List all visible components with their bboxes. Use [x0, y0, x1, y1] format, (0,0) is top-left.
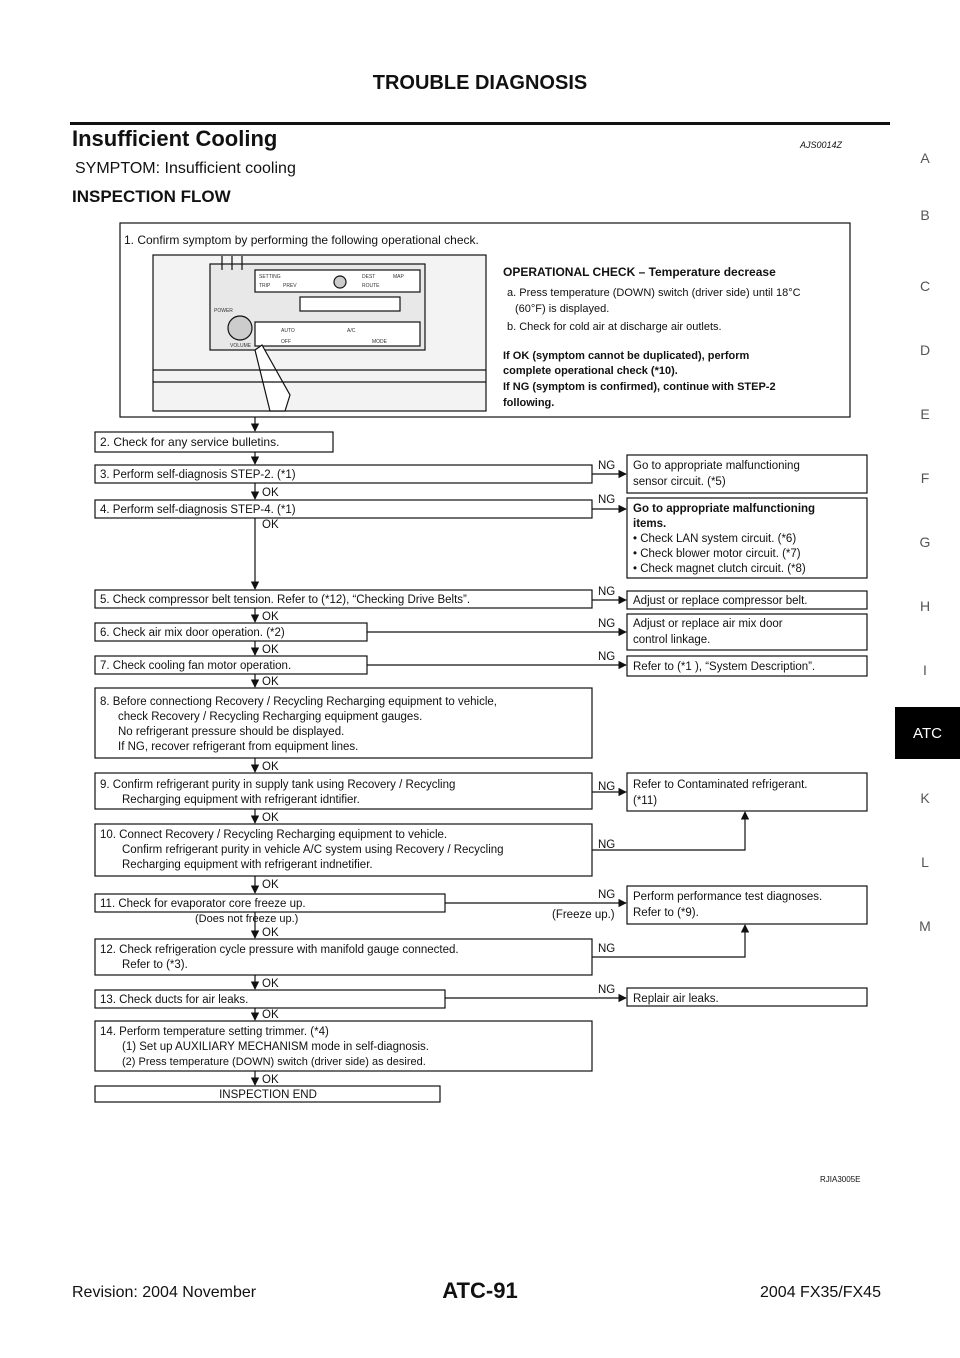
ng-label-11: NG — [598, 889, 616, 901]
ng-label-9: NG — [598, 781, 616, 793]
step14-line1: 14. Perform temperature setting trimmer. (*4) — [100, 1026, 329, 1038]
symptom-text: SYMPTOM: Insufficient cooling — [75, 160, 296, 177]
ok-label-5: OK — [262, 611, 279, 623]
inspection-flow-title: INSPECTION FLOW — [72, 187, 231, 206]
step9-ng-text2: (*11) — [633, 795, 658, 807]
step8-line3: No refrigerant pressure should be displayed. — [118, 726, 345, 738]
side-tab-l[interactable]: L — [921, 854, 929, 870]
step11-text: 11. Check for evaporator core freeze up. — [100, 898, 306, 910]
opcheck-ng2: following. — [503, 397, 555, 409]
step2-text: 2. Check for any service bulletins. — [100, 435, 280, 449]
panel-route-label: ROUTE — [362, 283, 380, 289]
panel-ac-label: A/C — [347, 328, 356, 334]
ok-label-13: OK — [262, 1009, 279, 1021]
step4-ng-3: • Check LAN system circuit. (*6) — [633, 533, 797, 545]
step7-text: 7. Check cooling fan motor operation. — [100, 660, 292, 672]
ok-label-12: OK — [262, 978, 279, 990]
side-tab-i[interactable]: I — [923, 662, 927, 678]
step9-line1: 9. Confirm refrigerant purity in supply tank using Recovery / Recycling — [100, 779, 456, 791]
panel-trip-label: TRIP — [259, 283, 271, 289]
ng-label-3: NG — [598, 460, 616, 472]
ok-label-6: OK — [262, 644, 279, 656]
ok-label-7: OK — [262, 676, 279, 688]
step11-ng-text1: Perform performance test diagnoses. — [633, 891, 823, 903]
inspection-end-text: INSPECTION END — [219, 1089, 317, 1101]
step13-text: 13. Check ducts for air leaks. — [100, 994, 249, 1006]
side-tab-b[interactable]: B — [920, 207, 930, 223]
ok-label-4: OK — [262, 519, 279, 531]
step4-ng-1: Go to appropriate malfunctioning — [633, 503, 816, 515]
section-code: AJS0014Z — [800, 140, 843, 150]
step3-ng-text1: Go to appropriate malfunctioning — [633, 460, 800, 472]
step5-text: 5. Check compressor belt tension. Refer to (*12), “Checking Drive Belts”. — [100, 594, 471, 606]
opcheck-b: b. Check for cold air at discharge air outlets. — [507, 321, 722, 333]
step1-text: 1. Confirm symptom by performing the following operational check. — [124, 233, 479, 247]
step10-line3: Recharging equipment with refrigerant indnetifier. — [122, 859, 373, 871]
step3-text: 3. Perform self-diagnosis STEP-2. (*1) — [100, 469, 296, 481]
section-title: Insufficient Cooling — [72, 126, 278, 151]
page-header: TROUBLE DIAGNOSIS — [372, 72, 588, 94]
step14-line2: (1) Set up AUXILIARY MECHANISM mode in self-diagnosis. — [122, 1041, 430, 1053]
step6-text: 6. Check air mix door operation. (*2) — [100, 627, 285, 639]
step12-line1: 12. Check refrigeration cycle pressure with manifold gauge connected. — [100, 944, 459, 956]
panel-mode-label: MODE — [372, 339, 387, 345]
step8-line4: If NG, recover refrigerant from equipment lines. — [118, 741, 359, 753]
step5-ng-text: Adjust or replace compressor belt. — [633, 595, 808, 607]
panel-off-label: OFF — [281, 339, 291, 345]
ok-label-14: OK — [262, 1074, 279, 1086]
side-tab-atc-active[interactable]: ATC — [895, 707, 960, 759]
ok-label-9: OK — [262, 812, 279, 824]
step11-ng-text2: Refer to (*9). — [633, 907, 699, 919]
step10-line1: 10. Connect Recovery / Recycling Recharging equipment to vehicle. — [100, 829, 448, 841]
ok-label-10: OK — [262, 879, 279, 891]
step11-ng-condition: (Freeze up.) — [552, 909, 615, 921]
step14-line3: (2) Press temperature (DOWN) switch (driver side) as desired. — [122, 1056, 426, 1068]
footer-page-number: ATC-91 — [442, 1278, 518, 1303]
side-tab-k[interactable]: K — [920, 790, 930, 806]
panel-auto-label: AUTO — [281, 328, 295, 334]
opcheck-a1: a. Press temperature (DOWN) switch (driver side) until 18°C — [507, 287, 801, 299]
ng-label-13: NG — [598, 984, 616, 996]
side-tab-a[interactable]: A — [920, 150, 930, 166]
opcheck-ng1: If NG (symptom is confirmed), continue with STEP-2 — [503, 381, 776, 393]
ng-label-4: NG — [598, 494, 616, 506]
step9-line2: Recharging equipment with refrigerant idntifier. — [122, 794, 360, 806]
ng-label-10: NG — [598, 839, 616, 851]
ng-label-7: NG — [598, 651, 616, 663]
figure-code: RJIA3005E — [820, 1175, 861, 1184]
side-tab-f[interactable]: F — [920, 470, 930, 486]
panel-power-label: POWER — [214, 308, 233, 314]
step10-line2: Confirm refrigerant purity in vehicle A/C system using Recovery / Recycling — [122, 844, 504, 856]
ng-label-5: NG — [598, 586, 616, 598]
side-tab-e[interactable]: E — [920, 406, 930, 422]
opcheck-a2: (60°F) is displayed. — [515, 303, 610, 315]
opcheck-title: OPERATIONAL CHECK – Temperature decrease — [503, 265, 776, 279]
side-tab-h[interactable]: H — [919, 598, 931, 614]
step8-line2: check Recovery / Recycling Recharging equipment gauges. — [118, 711, 423, 723]
panel-map-label: MAP — [393, 274, 404, 280]
side-tab-g[interactable]: G — [919, 534, 931, 550]
ok-label-8: OK — [262, 761, 279, 773]
ok-label-3: OK — [262, 487, 279, 499]
step4-ng-5: • Check magnet clutch circuit. (*8) — [633, 563, 806, 575]
footer-revision: Revision: 2004 November — [72, 1284, 257, 1301]
opcheck-ok1: If OK (symptom cannot be duplicated), perform — [503, 350, 750, 362]
step12-line2: Refer to (*3). — [122, 959, 188, 971]
step4-text: 4. Perform self-diagnosis STEP-4. (*1) — [100, 504, 296, 516]
panel-dest-label: DEST — [362, 274, 376, 280]
ng-label-6: NG — [598, 618, 616, 630]
step13-ng-text: Replair air leaks. — [633, 993, 719, 1005]
side-tab-m[interactable]: M — [919, 918, 931, 934]
panel-volume-label: VOLUME — [230, 343, 252, 349]
step4-ng-4: • Check blower motor circuit. (*7) — [633, 548, 801, 560]
step4-ng-2: items. — [633, 518, 667, 530]
side-tab-c[interactable]: C — [919, 278, 931, 294]
panel-prev-label: PREV — [283, 283, 297, 289]
opcheck-ok2: complete operational check (*10). — [503, 365, 678, 377]
panel-setting-label: SETTING — [259, 274, 281, 280]
step7-ng-text: Refer to (*1 ), “System Description”. — [633, 661, 816, 673]
ok-label-11: OK — [262, 927, 279, 939]
side-tab-d[interactable]: D — [919, 342, 931, 358]
step6-ng-text2: control linkage. — [633, 634, 711, 646]
step8-line1: 8. Before connectiong Recovery / Recycling Recharging equipment to vehicle, — [100, 696, 497, 708]
step11-ok-condition: (Does not freeze up.) — [195, 913, 299, 925]
step9-ng-text1: Refer to Contaminated refrigerant. — [633, 779, 808, 791]
step3-ng-text2: sensor circuit. (*5) — [633, 476, 726, 488]
ng-label-12: NG — [598, 943, 616, 955]
step6-ng-text1: Adjust or replace air mix door — [633, 618, 783, 630]
footer-model: 2004 FX35/FX45 — [760, 1284, 881, 1301]
